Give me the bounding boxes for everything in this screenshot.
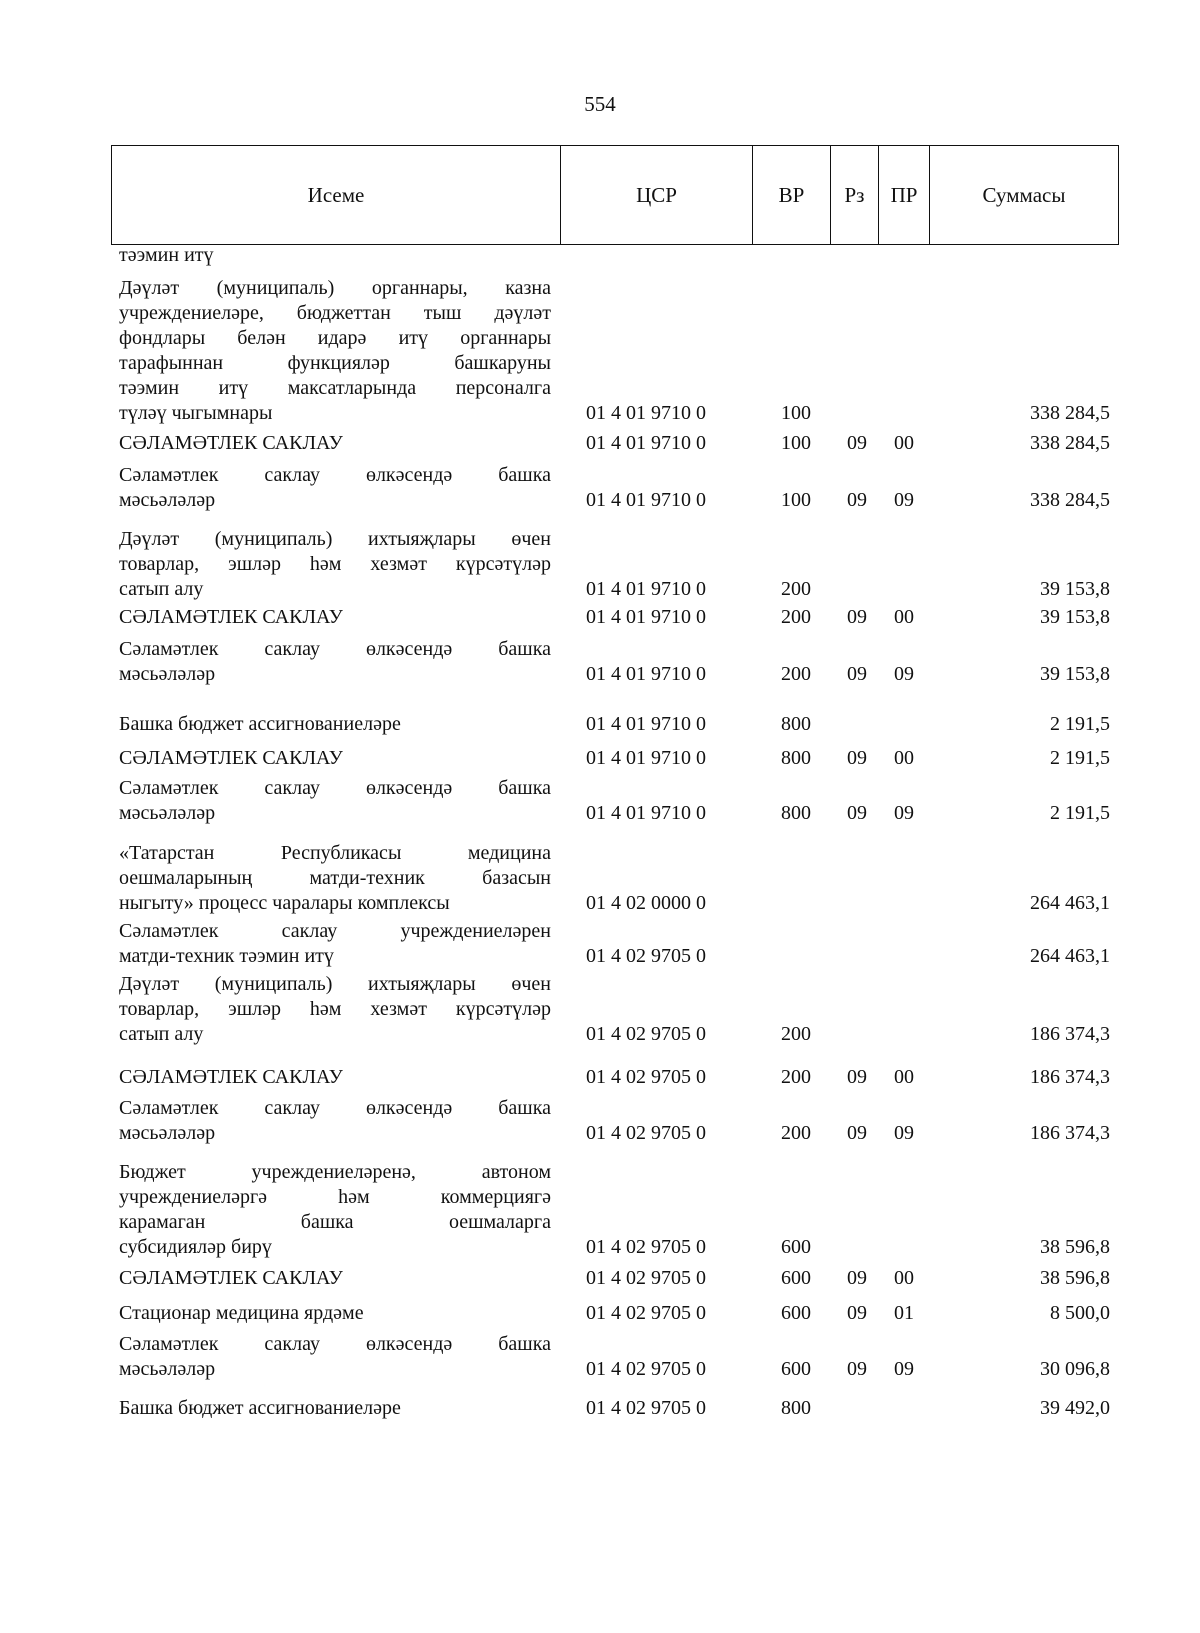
row-name-line: Башка бюджет ассигнованиеләре	[119, 1397, 401, 1419]
row-vr: 100	[781, 489, 811, 511]
row-csr: 01 4 01 9710 0	[586, 432, 706, 454]
row-csr: 01 4 02 9705 0	[586, 1267, 706, 1289]
row-name	[119, 1332, 551, 1382]
row-name-line: мәсьәләләр	[119, 1358, 216, 1380]
row-pr: 09	[894, 489, 914, 511]
row-vr: 100	[781, 432, 811, 454]
row-csr: 01 4 01 9710 0	[586, 606, 706, 628]
row-name-line: СӘЛАМӘТЛЕК САКЛАУ	[119, 432, 343, 454]
row-sum: 2 191,5	[1050, 713, 1110, 735]
row-csr: 01 4 01 9710 0	[586, 489, 706, 511]
row-name-line: СӘЛАМӘТЛЕК САКЛАУ	[119, 606, 343, 628]
header-rz: Рз	[831, 146, 879, 245]
row-name-line: карамаган башка оешмаларга	[119, 1211, 551, 1233]
row-sum: 186 374,3	[1030, 1023, 1110, 1045]
row-name	[119, 1266, 551, 1291]
row-pr: 09	[894, 663, 914, 685]
row-sum: 38 596,8	[1040, 1236, 1110, 1258]
row-name-line: СӘЛАМӘТЛЕК САКЛАУ	[119, 1267, 343, 1289]
row-pr: 09	[894, 1122, 914, 1144]
row-rz: 09	[847, 747, 867, 769]
row-vr: 600	[781, 1358, 811, 1380]
row-sum: 264 463,1	[1030, 945, 1110, 967]
row-sum: 38 596,8	[1040, 1267, 1110, 1289]
row-name	[119, 972, 551, 1047]
row-name-line: «Татарстан Республикасы медицина	[119, 842, 551, 864]
row-name-line: фондлары белән идарә итү органнары	[119, 327, 551, 349]
row-name-line: товарлар, эшләр һәм хезмәт күрсәтүләр	[119, 998, 551, 1020]
row-pr: 09	[894, 802, 914, 824]
row-pr: 00	[894, 1267, 914, 1289]
row-vr: 200	[781, 606, 811, 628]
row-rz: 09	[847, 1122, 867, 1144]
row-sum: 2 191,5	[1050, 747, 1110, 769]
row-name-line: тәэмин итү	[119, 244, 214, 266]
row-name	[119, 243, 551, 268]
row-rz: 09	[847, 1267, 867, 1289]
row-sum: 186 374,3	[1030, 1066, 1110, 1088]
row-vr: 200	[781, 578, 811, 600]
header-name: Исеме	[112, 146, 561, 245]
row-name-line: мәсьәләләр	[119, 802, 216, 824]
row-name	[119, 1096, 551, 1146]
row-name	[119, 463, 551, 513]
row-sum: 264 463,1	[1030, 892, 1110, 914]
row-name	[119, 841, 551, 916]
row-pr: 00	[894, 747, 914, 769]
row-name-line: сатып алу	[119, 1023, 204, 1045]
row-name	[119, 776, 551, 826]
row-name-line: товарлар, эшләр һәм хезмәт күрсәтүләр	[119, 553, 551, 575]
row-name	[119, 919, 551, 969]
row-csr: 01 4 01 9710 0	[586, 713, 706, 735]
row-sum: 338 284,5	[1030, 432, 1110, 454]
row-name-line: субсидияләр бирү	[119, 1236, 272, 1258]
row-csr: 01 4 02 0000 0	[586, 892, 706, 914]
row-rz: 09	[847, 1302, 867, 1324]
row-sum: 39 153,8	[1040, 663, 1110, 685]
row-name	[119, 746, 551, 771]
row-csr: 01 4 02 9705 0	[586, 1023, 706, 1045]
row-sum: 338 284,5	[1030, 489, 1110, 511]
row-name-line: учреждениеләргә һәм коммерциягә	[119, 1186, 551, 1208]
row-name-line: Сәламәтлек саклау учреждениеләрен	[119, 920, 551, 942]
row-csr: 01 4 02 9705 0	[586, 945, 706, 967]
row-csr: 01 4 01 9710 0	[586, 747, 706, 769]
header-sum: Суммасы	[930, 146, 1119, 245]
header-csr: ЦСР	[561, 146, 753, 245]
row-sum: 39 492,0	[1040, 1397, 1110, 1419]
row-vr: 800	[781, 1397, 811, 1419]
row-csr: 01 4 01 9710 0	[586, 402, 706, 424]
row-name-line: Сәламәтлек саклау өлкәсендә башка	[119, 638, 551, 660]
row-rz: 09	[847, 489, 867, 511]
row-name-line: мәсьәләләр	[119, 663, 216, 685]
row-vr: 800	[781, 802, 811, 824]
header-pr: ПР	[879, 146, 930, 245]
row-name	[119, 637, 551, 687]
row-name	[119, 1160, 551, 1260]
row-sum: 2 191,5	[1050, 802, 1110, 824]
row-name	[119, 431, 551, 456]
row-name-line: Стационар медицина ярдәме	[119, 1302, 364, 1324]
row-rz: 09	[847, 802, 867, 824]
row-name-line: СӘЛАМӘТЛЕК САКЛАУ	[119, 747, 343, 769]
page-number: 554	[584, 92, 616, 116]
row-name-line: ныгыту» процесс чаралары комплексы	[119, 892, 450, 914]
row-vr: 200	[781, 663, 811, 685]
row-name-line: Башка бюджет ассигнованиеләре	[119, 713, 401, 735]
row-csr: 01 4 02 9705 0	[586, 1236, 706, 1258]
row-vr: 200	[781, 1122, 811, 1144]
row-csr: 01 4 01 9710 0	[586, 663, 706, 685]
row-rz: 09	[847, 1066, 867, 1088]
row-name-line: матди-техник тәэмин итү	[119, 945, 334, 967]
row-name-line: Дәүләт (муниципаль) органнары, казна	[119, 277, 551, 299]
row-name-line: Сәламәтлек саклау өлкәсендә башка	[119, 777, 551, 799]
row-rz: 09	[847, 432, 867, 454]
row-name	[119, 276, 551, 426]
row-vr: 200	[781, 1023, 811, 1045]
row-rz: 09	[847, 1358, 867, 1380]
row-name-line: СӘЛАМӘТЛЕК САКЛАУ	[119, 1066, 343, 1088]
row-name	[119, 712, 551, 737]
row-vr: 600	[781, 1267, 811, 1289]
row-sum: 30 096,8	[1040, 1358, 1110, 1380]
row-csr: 01 4 02 9705 0	[586, 1302, 706, 1324]
row-name-line: мәсьәләләр	[119, 1122, 216, 1144]
row-name-line: тәэмин итү максатларында персоналга	[119, 377, 551, 399]
row-csr: 01 4 02 9705 0	[586, 1066, 706, 1088]
row-name	[119, 1396, 551, 1421]
row-name-line: оешмаларының матди-техник базасын	[119, 867, 551, 889]
row-sum: 8 500,0	[1050, 1302, 1110, 1324]
row-pr: 00	[894, 432, 914, 454]
row-rz: 09	[847, 663, 867, 685]
row-csr: 01 4 01 9710 0	[586, 578, 706, 600]
row-vr: 600	[781, 1236, 811, 1258]
row-csr: 01 4 02 9705 0	[586, 1122, 706, 1144]
row-name-line: Сәламәтлек саклау өлкәсендә башка	[119, 1333, 551, 1355]
row-sum: 39 153,8	[1040, 578, 1110, 600]
row-rz: 09	[847, 606, 867, 628]
row-csr: 01 4 01 9710 0	[586, 802, 706, 824]
row-name-line: учреждениеләре, бюджеттан тыш дәүләт	[119, 302, 551, 324]
row-sum: 338 284,5	[1030, 402, 1110, 424]
row-name	[119, 527, 551, 602]
row-name	[119, 1065, 551, 1090]
row-vr: 200	[781, 1066, 811, 1088]
header-vr: ВР	[753, 146, 831, 245]
row-sum: 186 374,3	[1030, 1122, 1110, 1144]
row-vr: 800	[781, 713, 811, 735]
row-pr: 00	[894, 1066, 914, 1088]
row-name-line: мәсьәләләр	[119, 489, 216, 511]
row-name-line: тарафыннан функцияләр башкаруны	[119, 352, 551, 374]
row-name-line: Сәламәтлек саклау өлкәсендә башка	[119, 464, 551, 486]
row-name-line: Сәламәтлек саклау өлкәсендә башка	[119, 1097, 551, 1119]
row-name-line: түләү чыгымнары	[119, 402, 273, 424]
row-csr: 01 4 02 9705 0	[586, 1358, 706, 1380]
row-pr: 00	[894, 606, 914, 628]
row-vr: 600	[781, 1302, 811, 1324]
row-name-line: Бюджет учреждениеләренә, автоном	[119, 1161, 551, 1183]
row-pr: 09	[894, 1358, 914, 1380]
row-csr: 01 4 02 9705 0	[586, 1397, 706, 1419]
row-name-line: Дәүләт (муниципаль) ихтыяҗлары өчен	[119, 528, 551, 550]
row-sum: 39 153,8	[1040, 606, 1110, 628]
row-name-line: Дәүләт (муниципаль) ихтыяҗлары өчен	[119, 973, 551, 995]
row-vr: 100	[781, 402, 811, 424]
row-name-line: сатып алу	[119, 578, 204, 600]
row-name	[119, 1301, 551, 1326]
table-header	[111, 145, 1119, 245]
row-pr: 01	[894, 1302, 914, 1324]
row-vr: 800	[781, 747, 811, 769]
row-name	[119, 605, 551, 630]
